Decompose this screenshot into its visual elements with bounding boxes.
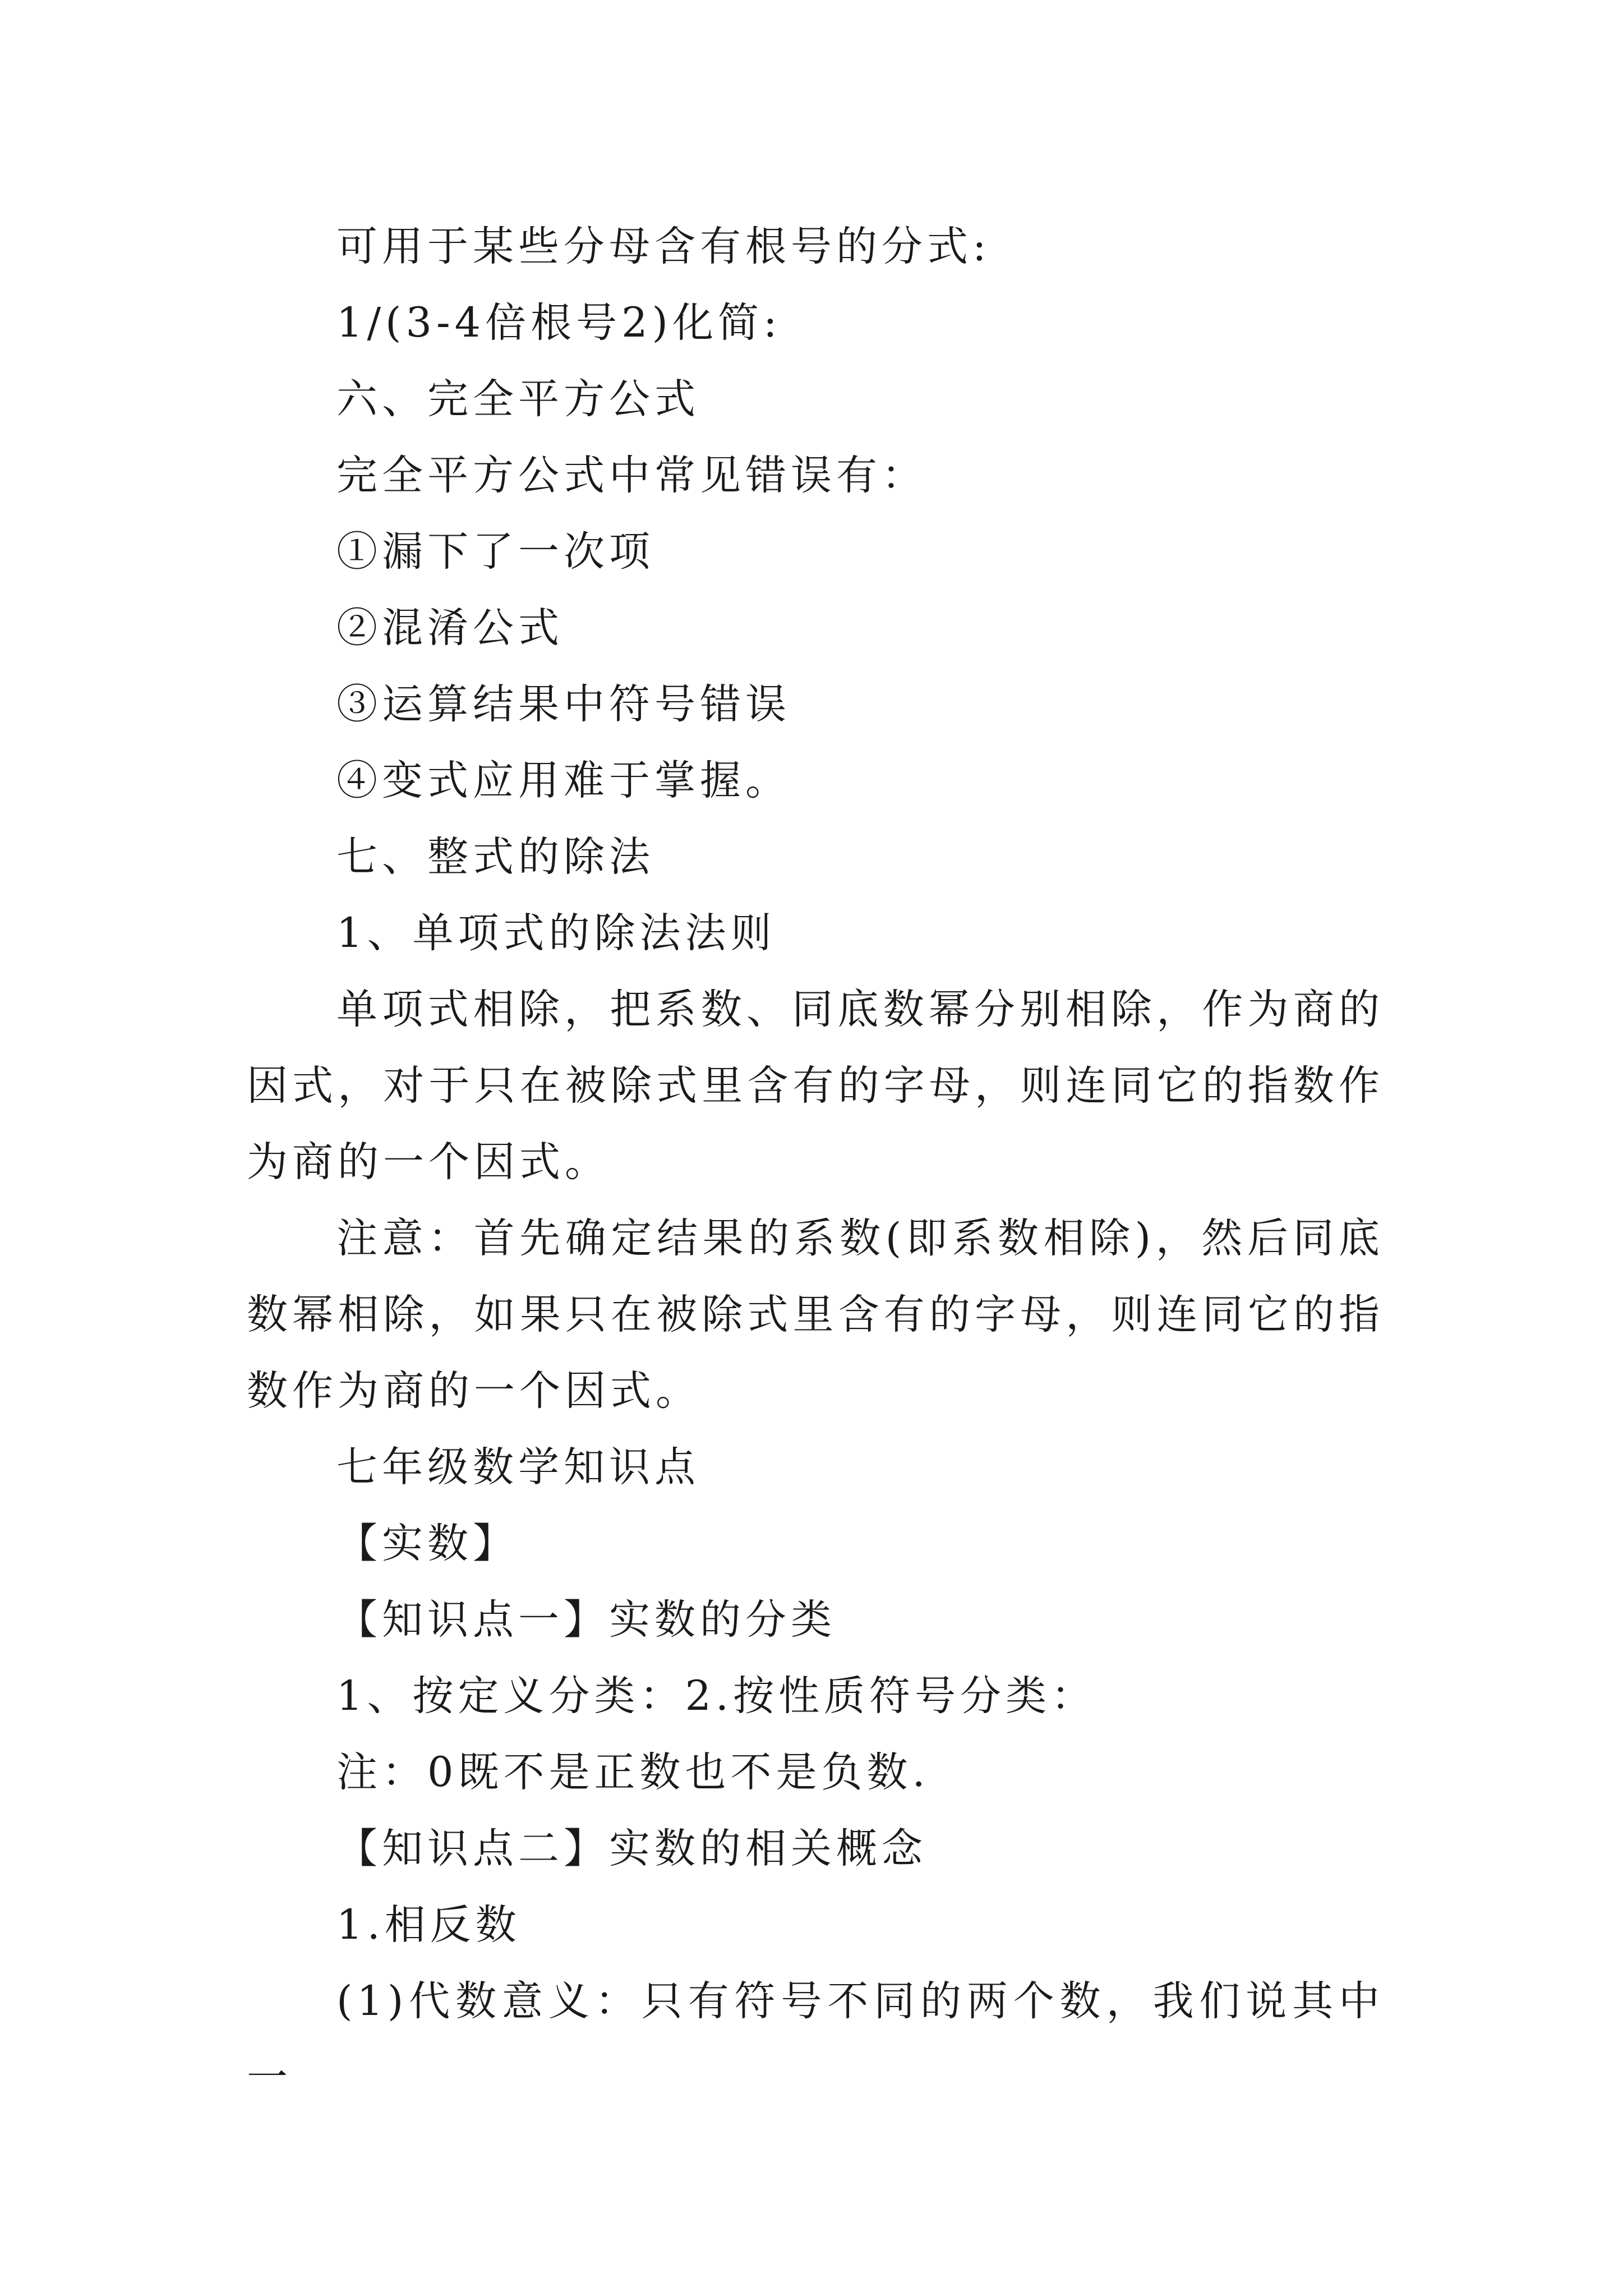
- document-body: [247, 209, 1384, 2116]
- list-item: ①漏下了一次项: [336, 528, 654, 576]
- subsection-heading: 1、单项式的除法法则: [336, 909, 776, 957]
- list-item: ④变式应用难于掌握。: [336, 757, 791, 804]
- list-item: ③运算结果中符号错误: [336, 680, 791, 728]
- paragraph: 1.相反数: [336, 1901, 521, 1949]
- paragraph: (1)代数意义：只有符号不同的两个数，我们说其中一: [247, 1977, 1384, 2101]
- paragraph: 1/(3-4倍根号2)化简:: [336, 299, 782, 347]
- paragraph: 完全平方公式中常见错误有：: [336, 452, 927, 499]
- section-heading: 七、整式的除法: [336, 833, 654, 881]
- section-heading: 六、完全平方公式: [336, 375, 700, 423]
- paragraph: 注：0既不是正数也不是负数.: [336, 1749, 930, 1796]
- subsection-heading: 【知识点二】实数的相关概念: [336, 1825, 927, 1872]
- section-heading: 七年级数学知识点: [336, 1443, 700, 1491]
- subsection-heading: 【知识点一】实数的分类: [336, 1596, 836, 1644]
- paragraph: 单项式相除，把系数、同底数幂分别相除，作为商的因式，对于只在被除式里含有的字母，则连同它的指数作为商的一个因式。: [247, 986, 1384, 1186]
- paragraph: 可用于某些分母含有根号的分式:: [336, 223, 991, 270]
- list-item: ②混淆公式: [336, 604, 564, 652]
- paragraph: 注意：首先确定结果的系数(即系数相除)，然后同底数幂相除，如果只在被除式里含有的字母，则连同它的指数作为商的一个因式。: [247, 1214, 1384, 1415]
- paragraph: 1、按定义分类：2.按性质符号分类：: [336, 1672, 1097, 1720]
- section-heading: 【实数】: [336, 1520, 518, 1567]
